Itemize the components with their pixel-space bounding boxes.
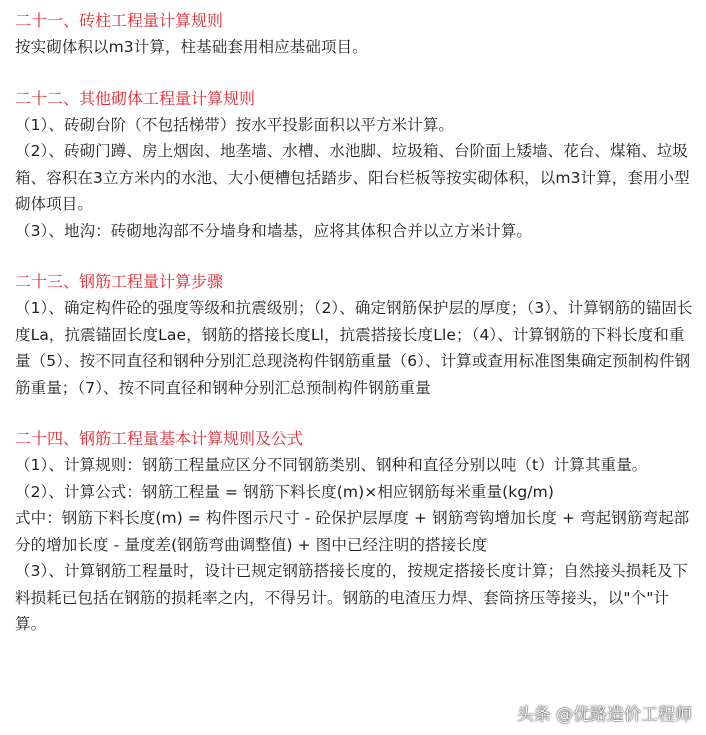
section-23 <box>15 269 697 401</box>
section-paragraph: （2）、砖砌门蹲、房上烟囱、地垄墙、水槽、水池脚、垃圾箱、台阶面上矮墙、花台、煤箱、垃圾箱、容积在3立方米内的水池、大小便槽包括踏步、阳台栏板等按实砌体积，以m3计算，套用小型砌体项目。 <box>15 142 690 213</box>
section-heading: 二十三、钢筋工程量计算步骤 <box>15 272 224 291</box>
section-paragraph: （3）、地沟：砖砌地沟部不分墙身和墙基，应将其体积合并以立方米计算。 <box>15 221 533 240</box>
section-heading: 二十二、其他砌体工程量计算规则 <box>15 88 256 108</box>
section-24 <box>15 426 697 638</box>
section-paragraph: （1）、确定构件砼的强度等级和抗震级别；（2）、确定钢筋保护层的厚度；（3）、计算钢筋的锚固长度La，抗震锚固长度Lae，钢筋的搭接长度Ll，抗震搭接长度Lle；（4）、计算钢筋的下料长度和重量（5）、按不同直径和钢种分别汇总现浇构件钢筋重量（6）、计算或查用标准图集确定预制构件钢筋重量；（7）、按不同直径和钢种分别汇总预制构件钢筋重量 <box>15 299 693 397</box>
watermark: 头条 @优路造价工程师 <box>516 705 692 725</box>
section-paragraph: 按实砌体积以m3计算，柱基础套用相应基础项目。 <box>15 38 368 56</box>
section-heading: 二十四、钢筋工程量基本计算规则及公式 <box>15 429 304 448</box>
section-21 <box>15 8 697 61</box>
section-paragraph: （1）、计算规则：钢筋工程量应区分不同钢筋类别、钢种和直径分别以吨（t）计算其重量。 <box>15 456 648 474</box>
section-heading: 二十一、砖柱工程量计算规则 <box>15 11 224 30</box>
article-body <box>15 8 697 663</box>
section-paragraph: （3）、计算钢筋工程量时，设计已规定钢筋搭接长度的，按规定搭接长度计算；自然接头损耗及下料损耗已包括在钢筋的损耗率之内，不得另计。钢筋的电渣压力焊、套筒挤压等接头，以"个"计算。 <box>15 562 689 633</box>
section-paragraph: （1）、砖砌台阶（不包括梯带）按水平投影面积以平方米计算。 <box>15 115 455 134</box>
section-22 <box>15 86 697 245</box>
section-paragraph: 式中：钢筋下料长度(m) = 构件图示尺寸 - 砼保护层厚度 + 钢筋弯钩增加长度 + 弯起钢筋弯起部分的增加长度 - 量度差(钢筋弯曲调整值) + 图中已经注明的搭接长度 <box>15 509 690 554</box>
section-paragraph: （2）、计算公式：钢筋工程量 = 钢筋下料长度(m)×相应钢筋每米重量(kg/m) <box>15 482 554 501</box>
